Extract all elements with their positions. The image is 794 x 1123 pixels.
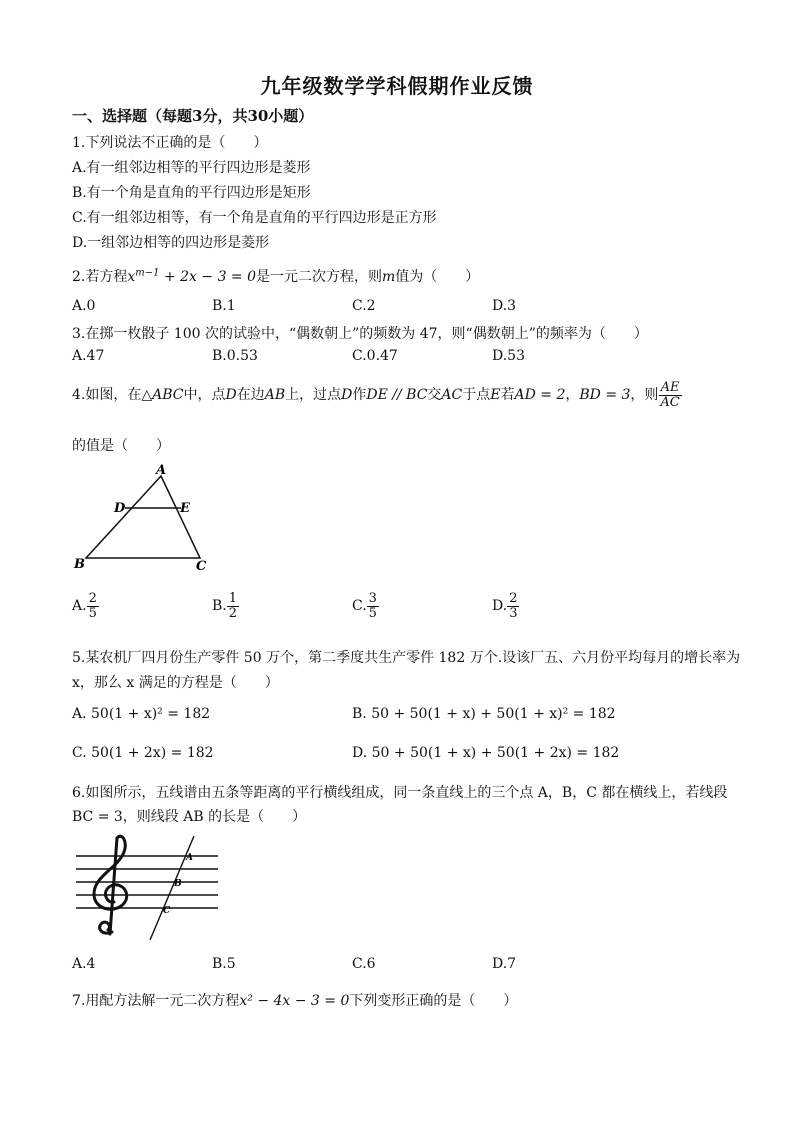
q1-option-d: D.一组邻边相等的四边形是菱形 <box>72 235 270 251</box>
q3-option-a: A.47 <box>72 348 105 364</box>
q5-option-c: C. 50(1 + 2x) = 182 <box>72 745 214 761</box>
q4-option-c: C. $\frac{3}{5}$ <box>352 591 377 621</box>
q5-option-d: D. 50 + 50(1 + x) + 50(1 + 2x) = 182 <box>352 745 620 761</box>
q4-option-d: D. $\frac{2}{3}$ <box>492 591 518 621</box>
q6-staff-figure <box>72 832 222 944</box>
label-b: B <box>74 557 85 572</box>
q2-option-c: C.2 <box>352 298 376 314</box>
q6-stem-1: 6.如图所示，五线谱由五条等距离的平行横线组成，同一条直线上的三个点 A，B，C 都在横线上，若线段 <box>72 785 728 801</box>
q6-option-b: B.5 <box>212 956 236 972</box>
page-title: 九年级数学学科假期作业反馈 <box>260 74 534 98</box>
label-c: C <box>196 559 207 574</box>
label-c: C <box>163 906 171 916</box>
q3-stem: 3.在掷一枚骰子 100 次的试验中，“偶数朝上”的频数为 47，则“偶数朝上”的频率为（ ） <box>72 326 648 342</box>
q4-option-b: B. $\frac{1}{2}$ <box>212 591 238 621</box>
q1-option-c: C.有一组邻边相等，有一个角是直角的平行四边形是正方形 <box>72 210 437 226</box>
q4-fraction: $\frac{AE}{AC}$ <box>660 380 680 410</box>
q6-option-a: A.4 <box>72 956 96 972</box>
q1-option-b: B.有一个角是直角的平行四边形是矩形 <box>72 185 311 201</box>
q5-stem-2: x，那么 x 满足的方程是（ ） <box>72 675 279 691</box>
treble-clef-icon <box>94 836 127 934</box>
label-a: A <box>156 463 167 478</box>
q3-option-c: C.0.47 <box>352 348 398 364</box>
q2-stem: 2.若方程$x^{m-1} + 2x - 3 = 0$是一元二次方程，则m值为（ ） <box>72 267 480 285</box>
q5-option-b: B. 50 + 50(1 + x) + 50(1 + x)² = 182 <box>352 706 616 722</box>
q3-option-d: D.53 <box>492 348 525 364</box>
q2-option-b: B.1 <box>212 298 236 314</box>
label-b: B <box>174 879 182 889</box>
q1-option-a: A.有一组邻边相等的平行四边形是菱形 <box>72 160 311 176</box>
label-e: E <box>180 501 190 516</box>
q6-stem-2: BC = 3，则线段 AB 的长是（ ） <box>72 809 307 825</box>
q1-stem: 1.下列说法不正确的是（ ） <box>72 135 268 151</box>
q4-triangle-figure <box>70 460 220 575</box>
q6-option-d: D.7 <box>492 956 517 972</box>
q3-option-b: B.0.53 <box>212 348 258 364</box>
q6-option-c: C.6 <box>352 956 376 972</box>
q2-option-a: A.0 <box>72 298 96 314</box>
section-heading: 一、选择题（每题3分，共30小题） <box>72 107 314 125</box>
q2-option-d: D.3 <box>492 298 517 314</box>
label-a: A <box>186 853 193 863</box>
q5-stem-1: 5.某农机厂四月份生产零件 50 万个，第二季度共生产零件 182 万个.设该厂五、六月份平均每月的增长率为 <box>72 650 741 666</box>
q4-stem: 4.如图，在△ABC中，点D在边AB上，过点D作DE // BC交AC于点E若AD = 2，BD = 3，则 $\frac{AE}{AC}$ <box>72 380 680 410</box>
q4-stem-end: 的值是（ ） <box>72 438 170 454</box>
label-d: D <box>114 501 126 516</box>
q5-option-a: A. 50(1 + x)² = 182 <box>72 706 211 722</box>
q4-option-a: A. $\frac{2}{5}$ <box>72 591 97 621</box>
q7-stem: 7.用配方法解一元二次方程x² − 4x − 3 = 0下列变形正确的是（ ） <box>72 993 518 1009</box>
